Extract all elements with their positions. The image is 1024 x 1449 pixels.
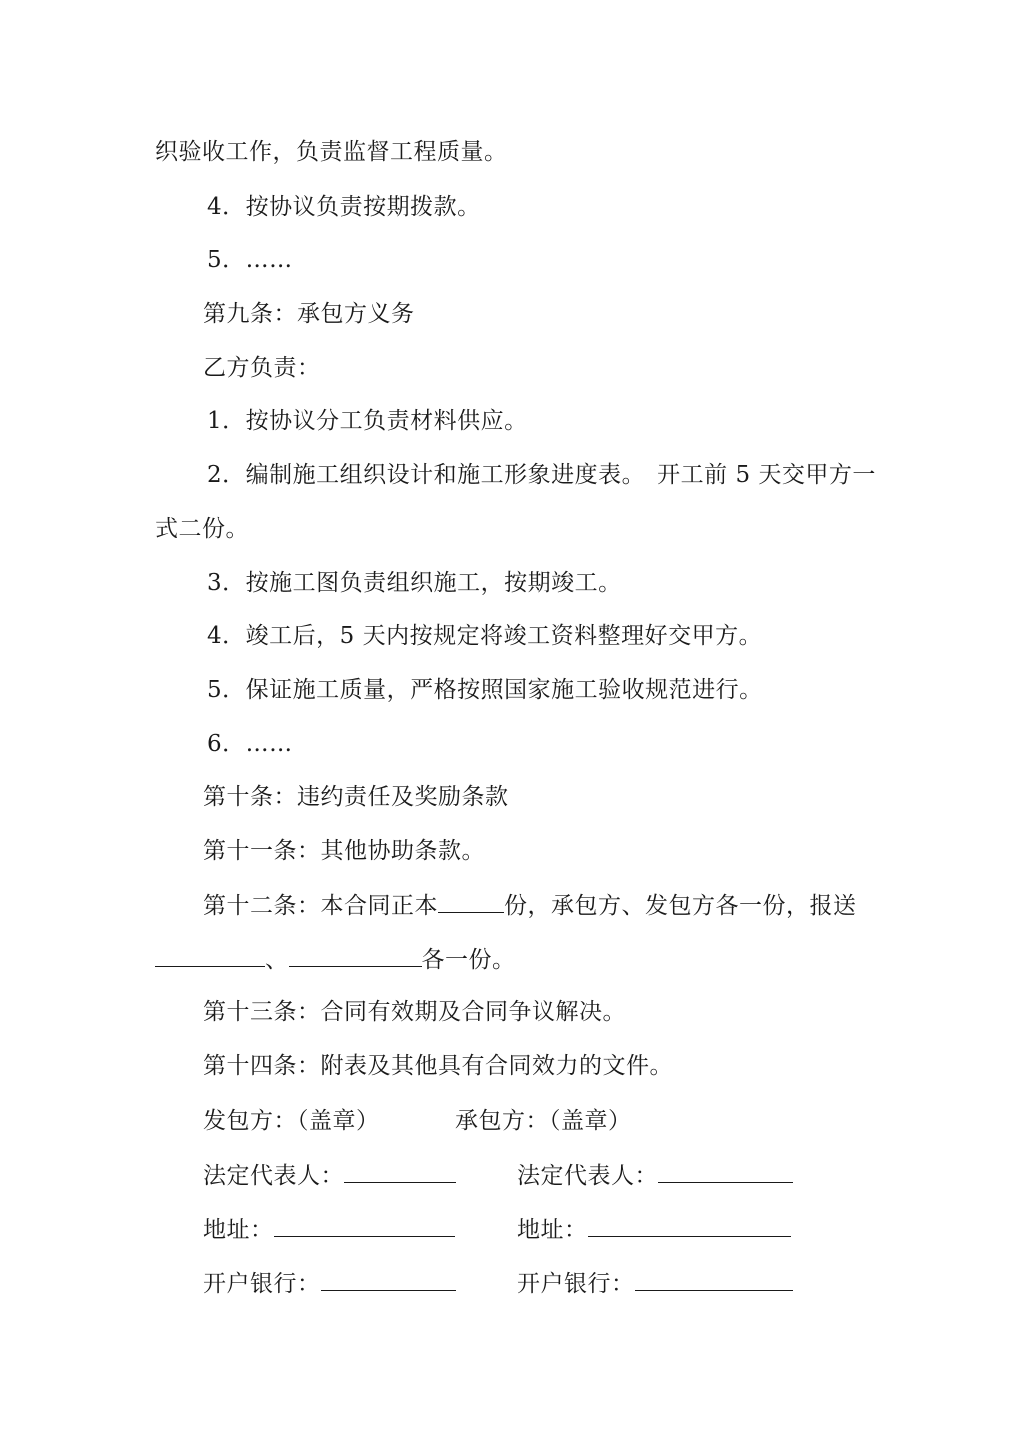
employer-bank (203, 1268, 456, 1299)
contractor-bank (517, 1268, 793, 1299)
field-label: 开户银行： (517, 1271, 635, 1297)
clause-12-line1 (203, 890, 857, 921)
clause-heading: 第九条：承包方义务 (203, 301, 415, 327)
bank-blank (635, 1268, 793, 1291)
list-item: 2．编制施工组织设计和施工形象进度表。 开工前 5 天交甲方一 (207, 462, 876, 488)
contractor-address (517, 1214, 791, 1245)
separator: 、 (265, 947, 289, 973)
clause-heading: 第十条：违约责任及奖励条款 (203, 784, 509, 810)
list-item: 1．按协议分工负责材料供应。 (207, 408, 528, 434)
contractor-legal-rep (517, 1160, 793, 1191)
legal-rep-blank (344, 1160, 456, 1183)
clause-heading: 第十一条：其他协助条款。 (203, 838, 485, 864)
field-label: 法定代表人： (517, 1163, 658, 1189)
clause-12-text-b: 份，承包方、发包方各一份，报送 (504, 893, 857, 919)
text-line: 式二份。 (155, 516, 249, 542)
contractor-seal-label: 承包方：（盖章） (455, 1108, 632, 1134)
field-label: 地址： (517, 1217, 588, 1243)
clause-12-line2 (155, 944, 516, 975)
field-label: 地址： (203, 1217, 274, 1243)
legal-rep-blank (658, 1160, 793, 1183)
employer-legal-rep (203, 1160, 456, 1191)
recipient-blank-2 (289, 944, 422, 967)
field-label: 开户银行： (203, 1271, 321, 1297)
list-item: 5．保证施工质量，严格按照国家施工验收规范进行。 (207, 677, 763, 703)
text-line: 织验收工作，负责监督工程质量。 (155, 139, 508, 165)
bank-blank (321, 1268, 456, 1291)
clause-12-text-a: 第十二条：本合同正本 (203, 893, 438, 919)
list-item: 4．按协议负责按期拨款。 (207, 194, 481, 220)
copies-blank (438, 890, 504, 913)
clause-heading: 第十四条：附表及其他具有合同效力的文件。 (203, 1053, 673, 1079)
employer-address (203, 1214, 455, 1245)
list-item: 4．竣工后，5 天内按规定将竣工资料整理好交甲方。 (207, 623, 763, 649)
employer-seal-label: 发包方：（盖章） (203, 1108, 380, 1134)
list-item: 6．…… (207, 731, 293, 757)
address-blank (274, 1214, 455, 1237)
field-label: 法定代表人： (203, 1163, 344, 1189)
list-item: 3．按施工图负责组织施工，按期竣工。 (207, 570, 622, 596)
list-item: 5．…… (207, 247, 293, 273)
clause-12-text-c: 各一份。 (421, 947, 516, 973)
recipient-blank-1 (155, 944, 265, 967)
address-blank (588, 1214, 791, 1237)
clause-heading: 第十三条：合同有效期及合同争议解决。 (203, 999, 626, 1025)
text-line: 乙方负责： (203, 355, 321, 381)
